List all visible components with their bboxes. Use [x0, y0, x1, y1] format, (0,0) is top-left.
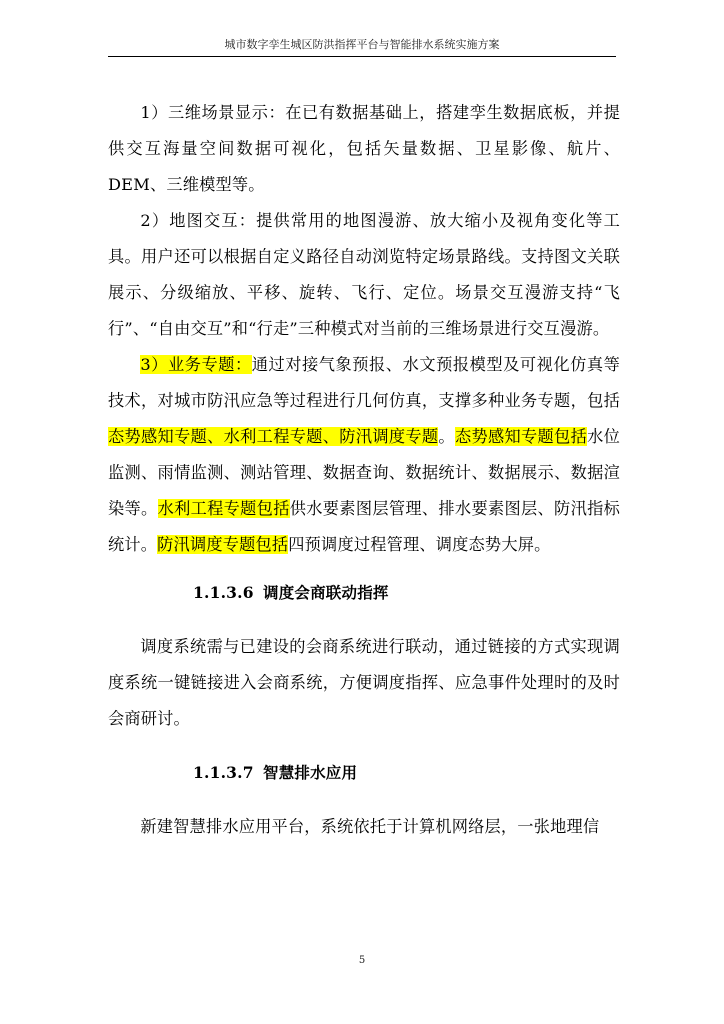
highlight-hydraulic-topic: 水利工程专题包括: [157, 499, 290, 518]
text-span: 水位监测、雨情监测、测站管理、数据查询、数据统计、数据展示、数据渲染等。: [108, 427, 621, 518]
paragraph-map-interaction: 2）地图交互：提供常用的地图漫游、放大缩小及视角变化等工具。用户还可以根据自定义路径自动浏览特定场景路线。支持图文关联展示、分级缩放、平移、旋转、飞行、定位。场景交互漫游支持“飞行”、“自由交互”和“行走”三种模式对当前的三维场景进行交互漫游。: [108, 211, 620, 338]
paragraph-business-topics: [108, 347, 620, 563]
document-body: [108, 95, 620, 845]
page-number: 5: [358, 955, 366, 966]
page-header: 城市数字孪生城区防洪指挥平台与智能排水系统实施方案: [224, 38, 500, 51]
text-span: 供水要素图层管理、排水要素图层、防汛指标统计。: [108, 499, 620, 554]
text-span: 通过对接气象预报、水文预报模型及可视化仿真等技术，对城市防汛应急等过程进行几何仿真，支撑多种业务专题，包括: [108, 355, 620, 410]
highlight-business-topics-label: 3）业务专题：: [140, 355, 252, 374]
text-span: 。: [438, 427, 455, 446]
section-number: 1.1.3.6: [193, 583, 254, 602]
paragraph-3d-scene: 1）三维场景显示：在已有数据基础上，搭建孪生数据底板，并提供交互海量空间数据可视化，包括矢量数据、卫星影像、航片、DEM、三维模型等。: [108, 103, 620, 194]
highlight-dispatch-topic: 防汛调度专题包括: [157, 535, 289, 554]
section-title: 智慧排水应用: [263, 763, 358, 782]
highlight-situation-topic: 态势感知专题包括: [454, 427, 588, 446]
section-heading: [108, 755, 620, 791]
section-title: 调度会商联动指挥: [263, 583, 389, 602]
section-number: 1.1.3.7: [193, 763, 254, 782]
paragraph-smart-drainage: 新建智慧排水应用平台，系统依托于计算机网络层，一张地理信: [140, 817, 600, 836]
text-span: 四预调度过程管理、调度态势大屏。: [288, 535, 551, 554]
highlight-topic-list: 态势感知专题、水利工程专题、防汛调度专题: [108, 427, 439, 446]
section-heading: [108, 575, 620, 611]
paragraph-consultation-linkage: 调度系统需与已建设的会商系统进行联动，通过链接的方式实现调度系统一键链接进入会商系统，方便调度指挥、应急事件处理时的及时会商研讨。: [108, 637, 620, 728]
header-rule: [108, 56, 616, 57]
